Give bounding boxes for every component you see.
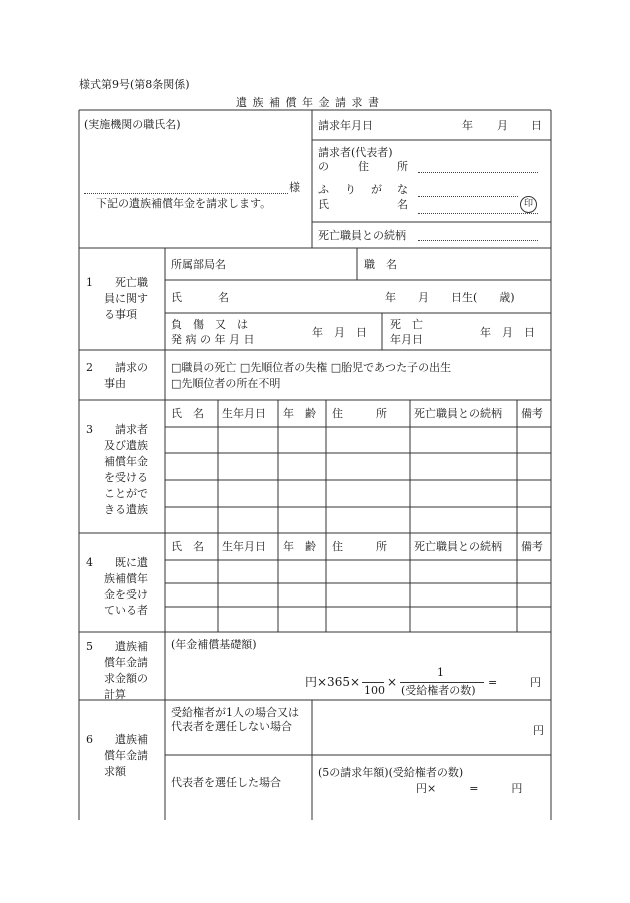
furigana-line[interactable] — [418, 196, 518, 197]
request-date-label: 請求年月日 — [318, 119, 373, 132]
furigana-2: り — [345, 183, 356, 196]
seal-mark: 印 — [520, 196, 537, 213]
section2-label-2: 事由 — [104, 377, 126, 390]
sama-label: 様 — [289, 181, 300, 194]
case1-yen: 円 — [533, 724, 544, 737]
section3-label-5: ことがで — [104, 487, 148, 500]
address-ju: 住 — [358, 160, 369, 173]
death-label-2: 年月日 — [390, 333, 423, 346]
section5-label-4: 計算 — [104, 688, 126, 701]
formula-equals: = — [488, 676, 498, 689]
case1-line2: 代表者を選任しない場合 — [171, 720, 292, 733]
s4-col-age: 年 齢 — [283, 540, 316, 553]
section3-label-6: きる遺族 — [104, 503, 148, 516]
s4-col-relation: 死亡職員との続柄 — [414, 540, 502, 553]
fraction1-den: 100 — [364, 684, 385, 697]
furigana-1: ふ — [318, 183, 329, 196]
section1-label-1: 1 死亡職 — [86, 276, 148, 289]
formula-yen: 円 — [530, 676, 541, 689]
agency-head-line[interactable] — [84, 193, 288, 194]
reason-options-1[interactable]: □職員の死亡 □先順位者の失権 □胎児であつた子の出生 — [171, 361, 452, 374]
section5-label-3: 求金額の — [104, 672, 148, 685]
s4-col-notes: 備考 — [521, 540, 543, 553]
section6-label-2: 償年金請 — [104, 749, 148, 762]
claimant-label: 請求者(代表者) — [318, 146, 393, 159]
section3-label-1: 3 請求者 — [86, 423, 148, 436]
section5-label-2: 償年金請 — [104, 656, 148, 669]
injury-label-1: 負 傷 又 は — [171, 318, 248, 331]
furigana-4: な — [397, 183, 408, 196]
case1-line1: 受給権者が1人の場合又は — [171, 706, 299, 719]
section1-label-2: 員に関す — [104, 292, 148, 305]
furigana-3: が — [371, 183, 382, 196]
address-no: の — [318, 160, 329, 173]
deceased-name-shi: 氏 — [171, 291, 182, 304]
section4-label-4: ている者 — [104, 604, 148, 617]
name-mei: 名 — [397, 198, 408, 211]
s4-col-birth: 生年月日 — [222, 540, 266, 553]
fraction2-num: 1 — [437, 666, 444, 679]
formula-part-a: 円×365× — [305, 675, 361, 689]
s3-col-relation: 死亡職員との続柄 — [414, 407, 502, 420]
fraction2-bar — [400, 682, 484, 683]
section4-label-3: 金を受け — [104, 588, 148, 601]
base-amount-label: (年金補償基礎額) — [171, 638, 257, 651]
section6-label-1: 6 遺族補 — [86, 733, 148, 746]
relation-line[interactable] — [418, 240, 538, 241]
request-day: 日 — [531, 119, 542, 132]
fraction1-bar — [362, 682, 384, 683]
death-label-1: 死 亡 — [390, 318, 423, 331]
birth-date: 年 月 日生( 歳) — [385, 291, 515, 304]
case2-label: 代表者を選任した場合 — [171, 776, 281, 789]
address-sho: 所 — [397, 160, 408, 173]
s3-col-age: 年 齢 — [283, 407, 316, 420]
formula-times: × — [387, 675, 398, 689]
section3-label-3: 補償年金 — [104, 455, 148, 468]
case2-header: (5の請求年額)(受給権者の数) — [318, 766, 464, 779]
relation-label: 死亡職員との続柄 — [318, 229, 406, 242]
form-number: 様式第9号(第8条関係) — [79, 78, 190, 91]
s3-col-address: 住 所 — [332, 407, 387, 420]
request-year: 年 — [462, 119, 473, 132]
s3-col-birth: 生年月日 — [222, 407, 266, 420]
request-text: 下記の遺族補償年金を請求します。 — [96, 197, 272, 210]
s3-col-notes: 備考 — [521, 407, 543, 420]
request-month: 月 — [497, 119, 508, 132]
reason-options-2[interactable]: □先順位者の所在不明 — [171, 377, 281, 390]
section4-label-1: 4 既に遺 — [86, 556, 148, 569]
s4-col-name: 氏 名 — [171, 540, 204, 553]
dept-label: 所属部局名 — [171, 258, 226, 271]
section3-label-4: を受ける — [104, 471, 148, 484]
section3-label-2: 及び遺族 — [104, 439, 148, 452]
name-shi: 氏 — [318, 198, 329, 211]
section6-label-3: 求額 — [104, 765, 126, 778]
agency-head-label: (実施機関の職氏名) — [84, 118, 181, 131]
injury-label-2: 発 病 の 年 月 日 — [171, 333, 255, 346]
name-line[interactable] — [418, 213, 538, 214]
s4-col-address: 住 所 — [332, 540, 387, 553]
death-date: 年 月 日 — [480, 326, 535, 339]
injury-date: 年 月 日 — [312, 326, 367, 339]
section5-label-1: 5 遺族補 — [86, 640, 148, 653]
section4-label-2: 族補償年 — [104, 572, 148, 585]
post-label: 職 名 — [364, 258, 397, 271]
case2-calc: 円× = 円 — [416, 782, 523, 795]
deceased-name-mei: 名 — [218, 291, 229, 304]
s3-col-name: 氏 名 — [171, 407, 204, 420]
address-line[interactable] — [418, 172, 538, 173]
form-title: 遺 族 補 償 年 金 請 求 書 — [236, 96, 380, 109]
section1-label-3: る事項 — [104, 308, 137, 321]
fraction2-den: (受給権者の数) — [401, 684, 476, 697]
section2-label-1: 2 請求の — [86, 361, 148, 374]
